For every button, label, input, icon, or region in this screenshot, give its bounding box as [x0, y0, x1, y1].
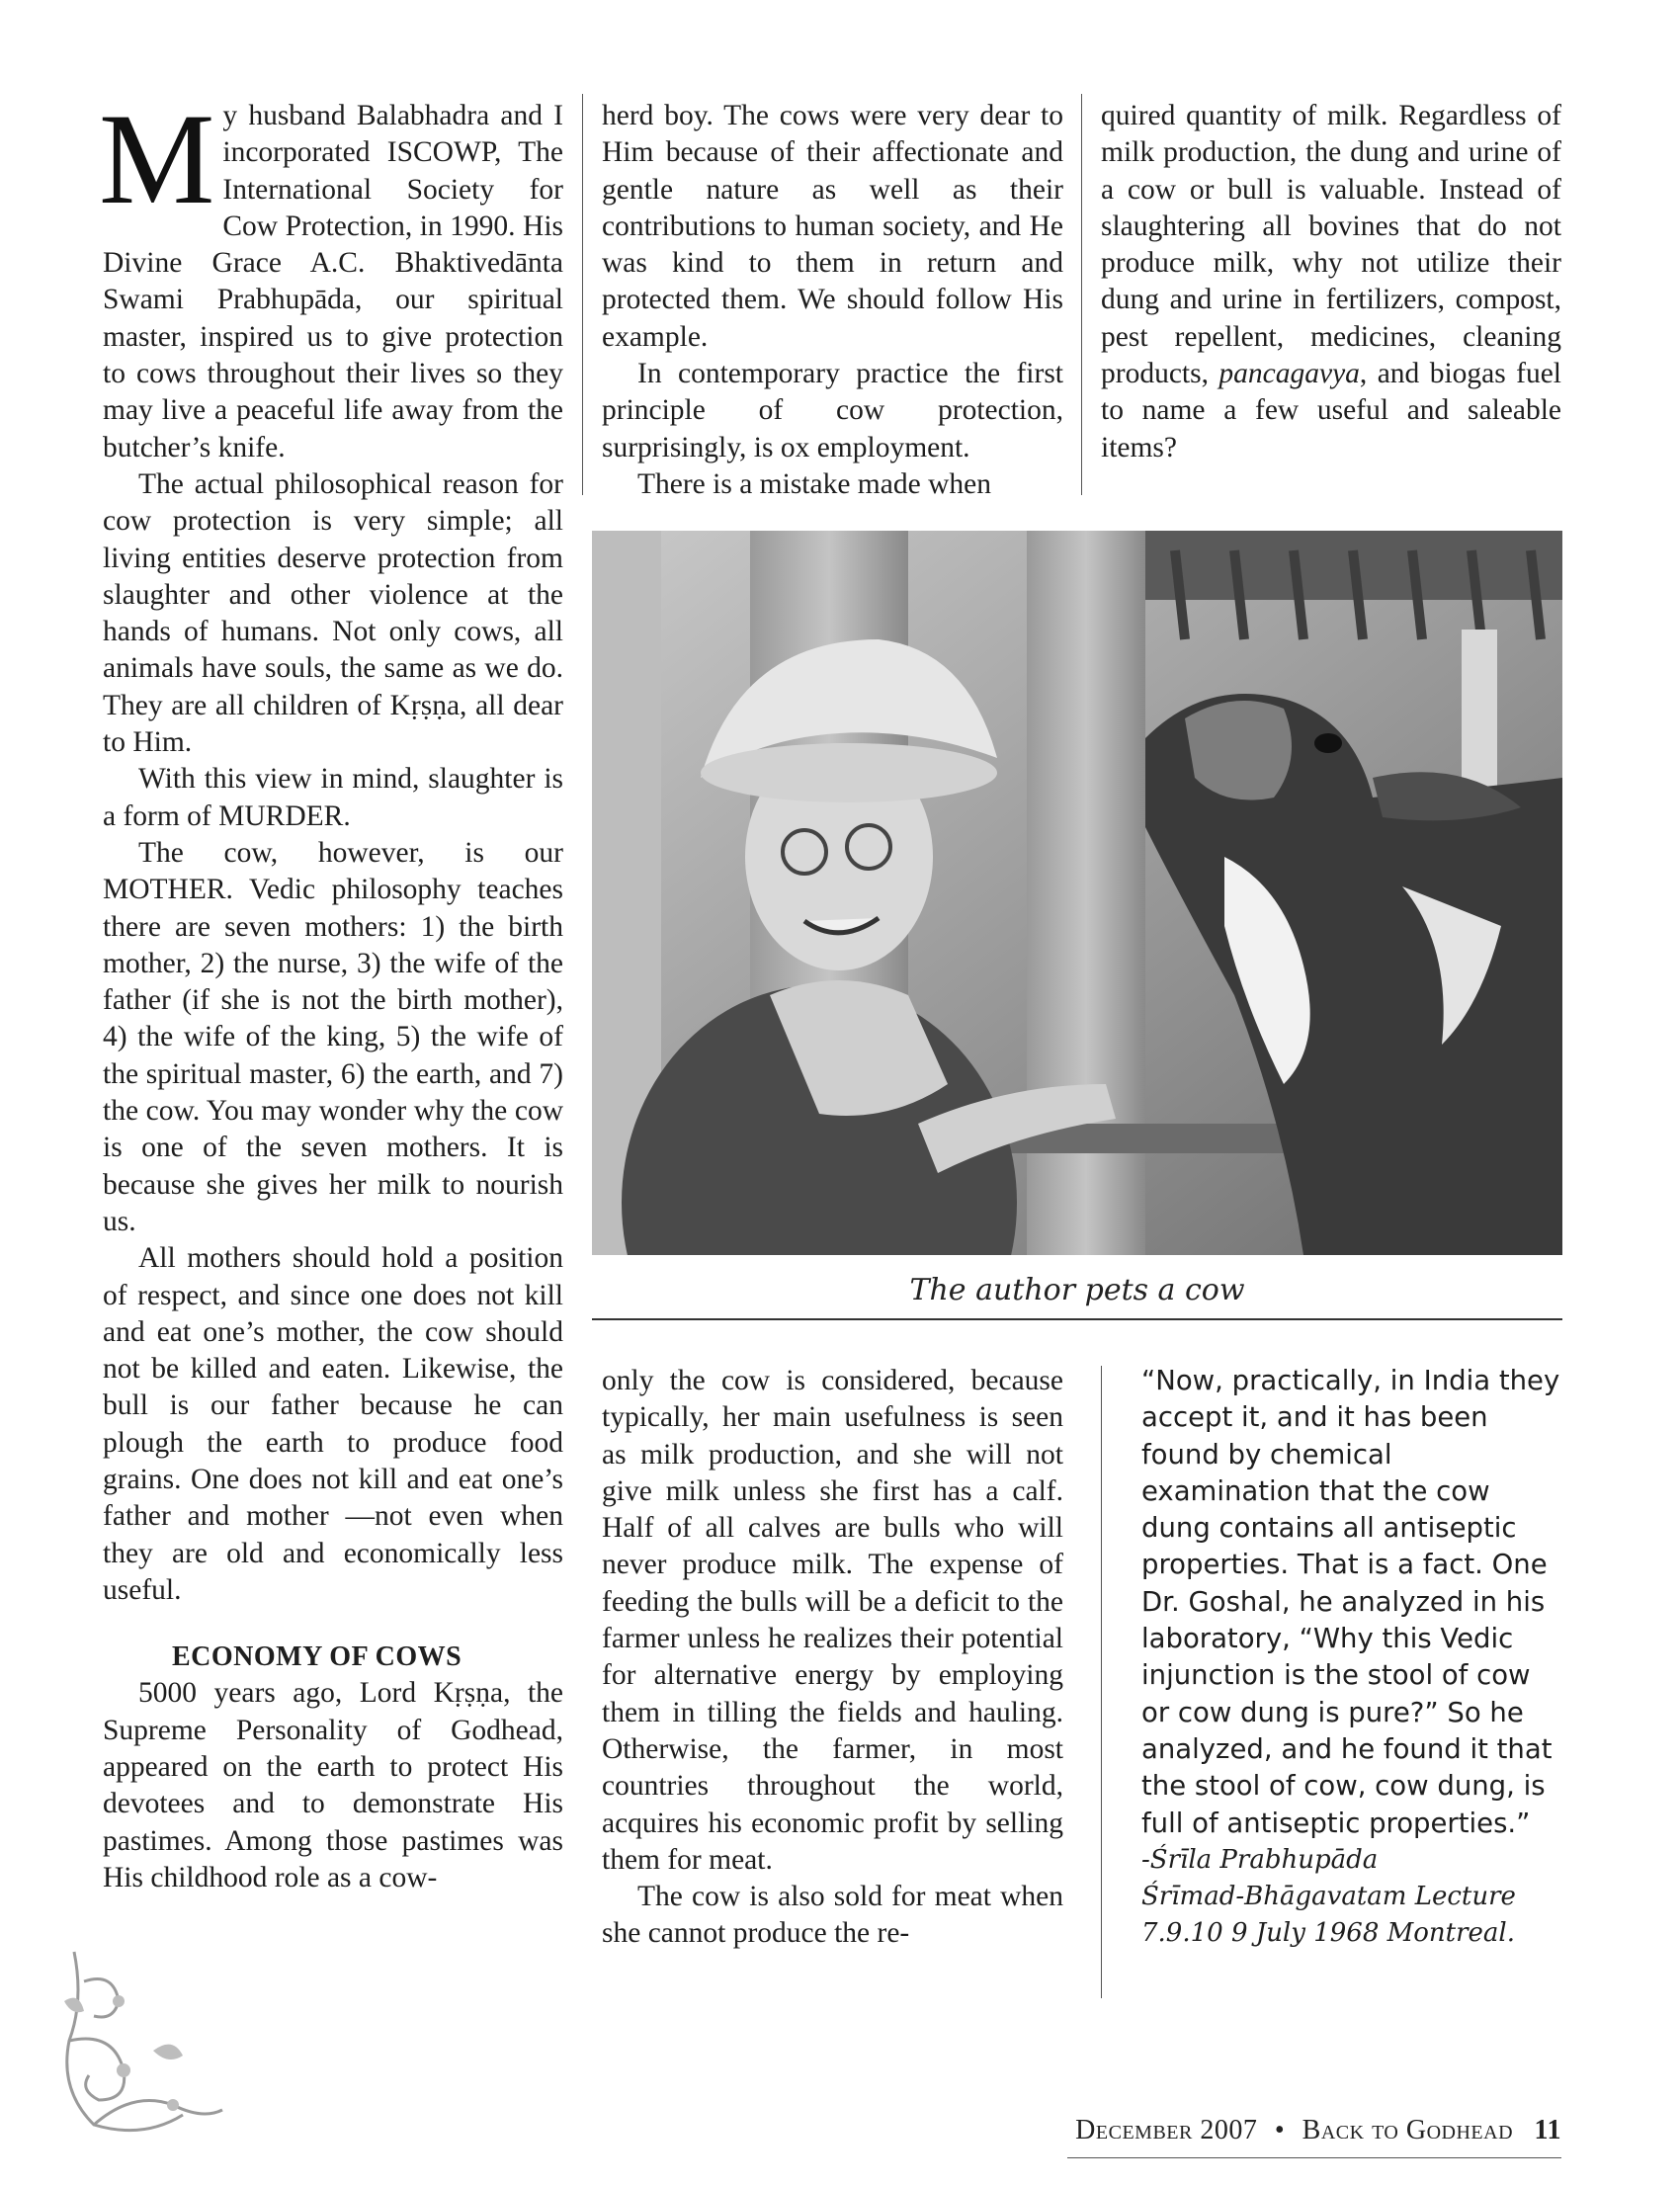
paragraph: All mothers should hold a position of respect, and since one does not kill and eat one’s mother, the cow should not be killed and eaten. Likewise, the bull is our father because he can plough the earth to produce food grains. One does not kill and eat one’s father and mother —not even when they are old and economically less useful.: [103, 1242, 563, 1606]
footer-bullet: •: [1274, 2115, 1286, 2145]
column-4: [602, 1363, 1063, 1953]
drop-cap: M: [99, 86, 215, 231]
paragraph: 5000 years ago, Lord Kṛṣṇa, the Supreme Personality of Godhead, appeared on the earth to protect His devotees and to demonstrate His pastimes. Among those pastimes was His childhood role as a cow-: [103, 1677, 563, 1893]
quote-attribution: -Śrīla Prabhupāda Śrīmad-Bhāgavatam Lecture 7.9.10 9 July 1968 Montreal.: [1141, 1844, 1516, 1949]
paragraph: The cow is also sold for meat when she cannot produce the re-: [602, 1881, 1063, 1950]
column-divider: [1081, 94, 1082, 495]
section-heading: ECONOMY OF COWS: [172, 1641, 462, 1673]
column-2: [602, 98, 1063, 503]
column-divider: [1101, 1366, 1102, 1998]
photo-caption: The author pets a cow: [909, 1273, 1245, 1307]
paragraph: quired quantity of milk. Regardless of milk production, the dung and urine of a cow or bull is valuable. Instead of slaughtering all bovines that do not produce milk, why not utilize their dung and urine in fertilizers, compost, pest repellent, medicines, cleaning products, pancagavya, and biogas fuel to name a few useful and saleable items?: [1101, 100, 1562, 463]
paragraph: With this view in mind, slaughter is a form of MURDER.: [103, 763, 563, 832]
author-with-cow-photo: [592, 531, 1562, 1255]
column-divider: [582, 94, 583, 495]
paragraph: The actual philosophical reason for cow protection is very simple; all living entities deserve protection from slaughter and other violence at the hands of humans. Not only cows, all animals have souls, the same as we do. They are all children of Kṛṣṇa, all dear to Him.: [103, 467, 563, 759]
page-footer: [1075, 2115, 1561, 2146]
magazine-name: Back to Godhead: [1302, 2115, 1514, 2145]
paragraph: only the cow is considered, because typically, her main usefulness is seen as milk production, and she will not give milk unless she first has a calf. Half of all calves are bulls who will never produce milk. The expense of feeding the bulls will be a deficit to the farmer unless he realizes their potential for alternative energy by employing them in tilling the fields and hauling. Otherwise, the farmer, in most countries throughout the world, acquires his economic profit by selling them for meat.: [602, 1365, 1063, 1876]
footer-rule: [1067, 2157, 1561, 2158]
paragraph-intro: My husband Balabhadra and I incorporated ISCOWP, The International Society for Cow Protection, in 1990. His Divine Grace A.C. Bhaktivedānta Swami Prabhupāda, our spiritual master, inspired us to give protection to cows throughout their lives so they may live a peaceful life away from the butcher’s knife.: [99, 86, 563, 463]
column-3: [1101, 98, 1561, 466]
page-number: 11: [1534, 2115, 1561, 2145]
issue-date: December 2007: [1075, 2115, 1258, 2145]
caption-rule: [592, 1318, 1562, 1320]
paragraph: The cow, however, is our MOTHER. Vedic philosophy teaches there are seven mothers: 1) the birth mother, 2) the nurse, 3) the wife of the father (if she is not the birth mother), 4) the wife of the king, 5) the wife of the spiritual master, 6) the earth, and 7) the cow. You may wonder why the cow is one of the seven mothers. It is because she gives her milk to nourish us.: [103, 836, 563, 1237]
paragraph: There is a mistake made when: [637, 467, 991, 500]
floral-ornament: [54, 1942, 232, 2140]
paragraph: herd boy. The cows were very dear to Him because of their affectionate and gentle nature as well as their contributions to human society, and He was kind to them in return and protected them. We should follow His example.: [602, 100, 1063, 353]
paragraph: In contemporary practice the first principle of cow protection, surprisingly, is ox employment.: [602, 358, 1063, 463]
quote-column: [1141, 1363, 1561, 1953]
prabhupada-quote: “Now, practically, in India they accept it, and it has been found by chemical examination that the cow dung contains all antiseptic properties. That is a fact. One Dr. Goshal, he analyzed in his laboratory, “Why this Vedic injunction is the stool of cow or cow dung is pure?” So he analyzed, and he found it that the stool of cow, cow dung, is full of antiseptic properties.”: [1141, 1365, 1560, 1839]
column-1: [99, 86, 563, 1896]
